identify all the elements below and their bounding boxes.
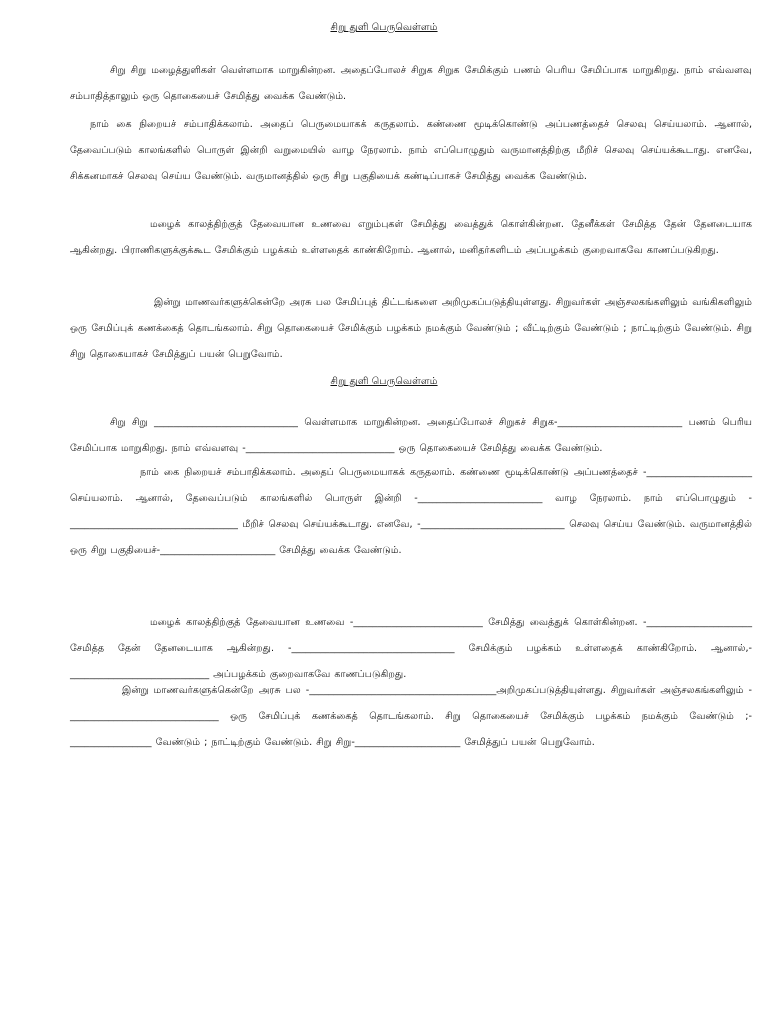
section1-paragraph-4: இன்று மாணவர்களுக்கென்றே அரசு பல சேமிப்புத் திட்டங்களை அறிமுகப்படுத்தியுள்ளது. சிறுவர்கள் அஞ்சலகங்களிலும் வங்கிகளிலும் ஒரு சேமிப்புக் கணக்கைத் தொடங்கலாம். சிறு தொகையைச் சேமிக்கும் பழக்கம் நமக்கும் வேண்டும் ; வீட்டிற்கும் வேண்டும் ; நாட்டிற்கும் வேண்டும். சிறு சிறு தொகையாகச் சேமித்துப் பயன் பெறுவோம். bbox=[70, 297, 752, 360]
section1-paragraph-3: மழைக் காலத்திற்குத் தேவையான உணவை எறும்புகள் சேமித்து வைத்துக் கொள்கின்றன. தேனீக்கள் சேமித்த தேன் தேனடையாக ஆகின்றது. பிராணிகளுக்குக்கூட சேமிக்கும் பழக்கம் உள்ளதைக் காண்கிறோம். ஆனால், மனிதர்களிடம் அப்பழக்கம் குறைவாகவே காணப்படுகிறது. bbox=[70, 219, 752, 256]
section1-paragraph-2: நாம் கை நிறையச் சம்பாதிக்கலாம். அதைப் பெருமையாகக் கருதலாம். கண்ணை மூடிக்கொண்டு அப்பணத்தைச் செலவு செய்யலாம். ஆனால், தேவைப்படும் காலங்களில் பொருள் இன்றி வறுமையில் வாழ நேரலாம். நாம் எப்பொழுதும் வருமானத்திற்கு மீறிச் செலவு செய்யக்கூடாது. எனவே, சிக்கனமாகச் செலவு செய்ய வேண்டும். வருமானத்தில் ஒரு சிறு பகுதியைக் கண்டிப்பாகச் சேமித்து வைக்க வேண்டும். bbox=[70, 119, 752, 182]
section2-paragraph-2: நாம் கை நிறையச் சம்பாதிக்கலாம். அதைப் பெருமையாகக் கருதலாம். கண்ணை மூடிக்கொண்டு அப்பணத்தைச் -______________________ செய்யலாம். ஆனால், தேவைப்படும் காலங்களில் பொருள் இன்றி -__________________________ வாழ நேரலாம். நாம் எப்பொழுதும் -___________________________________ மீறிச் செலவு செய்யக்கூடாது. எனவே, -______________________________ செலவு செய்ய வேண்டும். வருமானத்தில் ஒரு சிறு பகுதியைச்-________________________ சேமித்து வைக்க வேண்டும். bbox=[70, 467, 752, 556]
section1-title: சிறு துளி பெருவெள்ளம் bbox=[330, 22, 438, 33]
section2-paragraph-1: சிறு சிறு ______________________________ வெள்ளமாக மாறுகின்றன. அதைப்போலச் சிறுகச் சிறுக-__________________________ பணம் பெரிய சேமிப்பாக மாறுகிறது. நாம் எவ்வளவு -_______________________________ ஒரு தொகையைச் சேமித்து வைக்க வேண்டும். bbox=[70, 417, 752, 454]
section2-paragraph-3: மழைக் காலத்திற்குத் தேவையான உணவை -___________________________ சேமித்து வைத்துக் கொள்கின்றன. -______________________ சேமித்த தேன் தேனடையாக ஆகின்றது. -__________________________________ சேமிக்கும் பழக்கம் உள்ளதைக் காண்கிறோம். ஆனால்,-_____________________________ அப்பழக்கம் குறைவாகவே காணப்படுகிறது. bbox=[70, 617, 752, 680]
section2-paragraph-4: இன்று மாணவர்களுக்கென்றே அரசு பல -_______________________________________அறிமுகப்படுத்தியுள்ளது. சிறுவர்கள் அஞ்சலகங்களிலும் -_______________________________ ஒரு சேமிப்புக் கணக்கைத் தொடங்கலாம். சிறு தொகையைச் சேமிக்கும் பழக்கம் நமக்கும் வேண்டும் ;-_________________ வேண்டும் ; நாட்டிற்கும் வேண்டும். சிறு சிறு-______________________ சேமித்துப் பயன் பெறுவோம். bbox=[70, 685, 752, 748]
section2-title: சிறு துளி பெருவெள்ளம் bbox=[330, 376, 438, 387]
section1-paragraph-1: சிறு சிறு மழைத்துளிகள் வெள்ளமாக மாறுகின்றன. அதைப்போலச் சிறுக சிறுக சேமிக்கும் பணம் பெரிய சேமிப்பாக மாறுகிறது. நாம் எவ்வளவு சம்பாதித்தாலும் ஒரு தொகையைச் சேமித்து வைக்க வேண்டும். bbox=[70, 65, 752, 102]
